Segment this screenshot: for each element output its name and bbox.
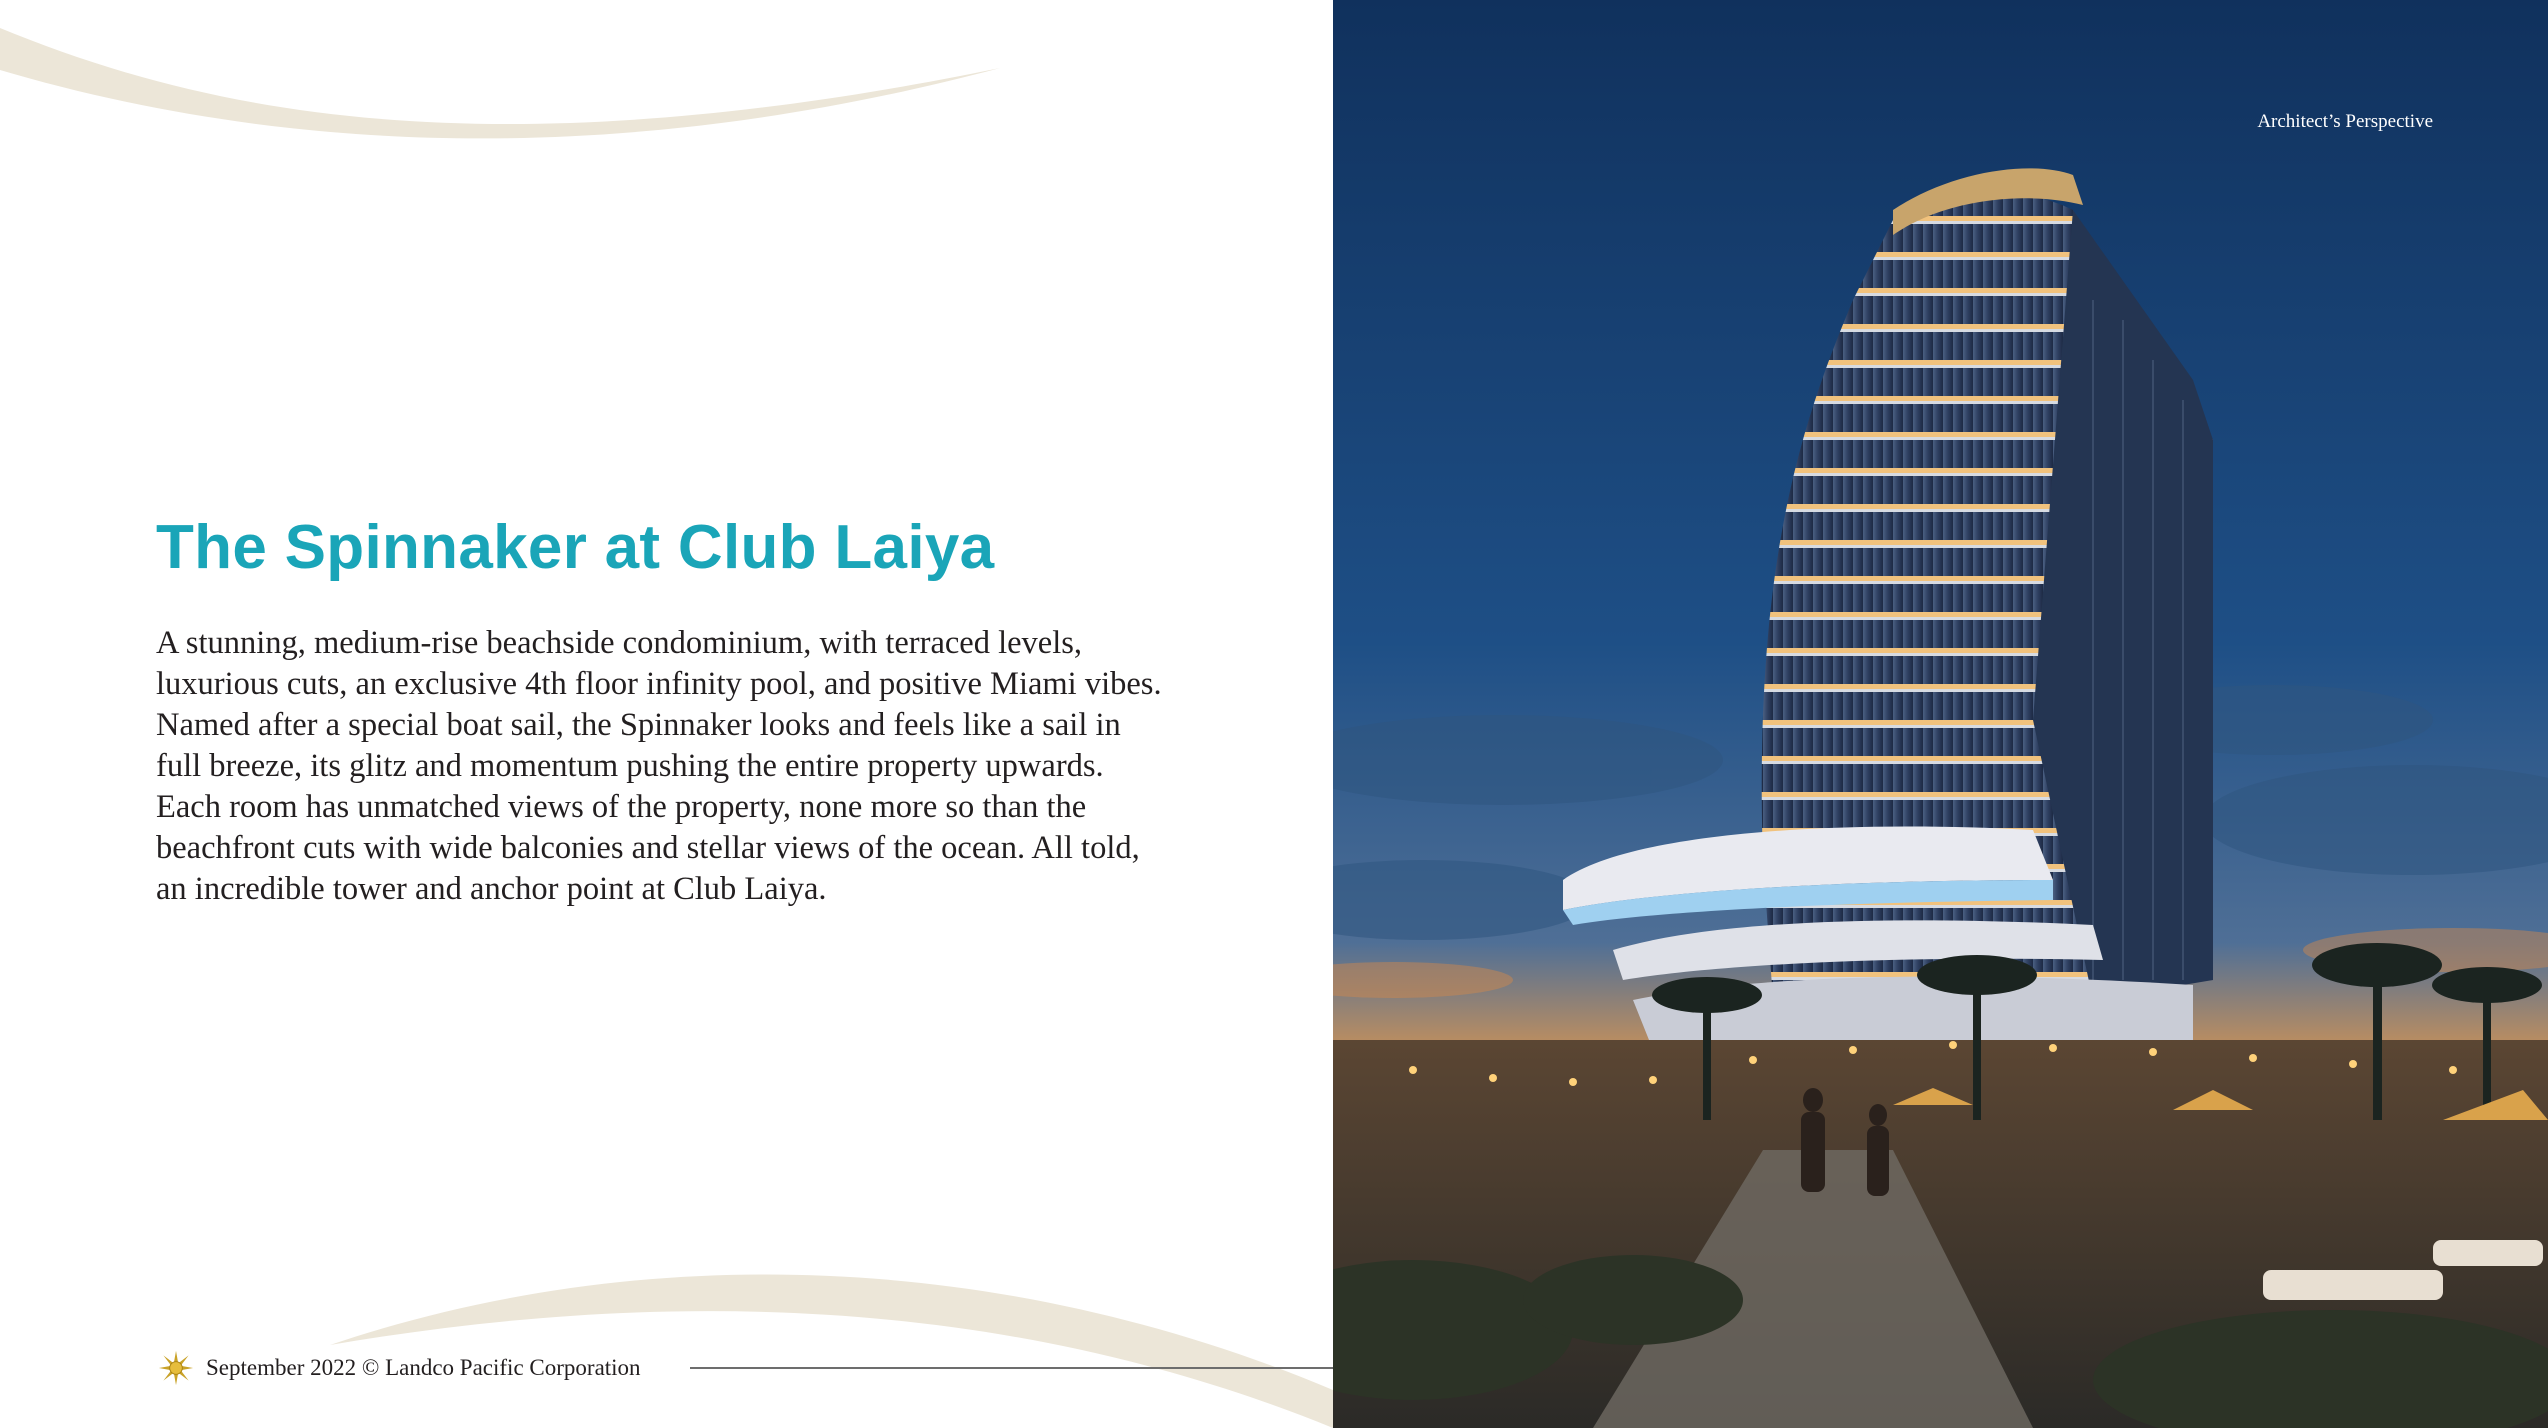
footer bbox=[158, 1348, 641, 1388]
sun-logo-icon bbox=[158, 1350, 194, 1386]
page-title: The Spinnaker at Club Laiya bbox=[156, 513, 995, 582]
image-caption: Architect’s Perspective bbox=[2257, 111, 2433, 132]
footer-divider bbox=[690, 1367, 1333, 1369]
footer-copyright: September 2022 © Landco Pacific Corporation bbox=[206, 1355, 641, 1380]
tower-rendering bbox=[1333, 0, 2548, 1428]
description-paragraph: A stunning, medium-rise beachside condominium, with terraced levels, luxurious cuts, an exclusive 4th floor infinity pool, and positive Miami vibes. Named after a special boat sail, the Spinnaker looks and feels like a sail in full breeze, its glitz and momentum pushing the entire property upwards. Each room has unmatched views of the property, none more so than the beachfront cuts with wide balconies and stellar views of the ocean. All told, an incredible tower and anchor point at Club Laiya. bbox=[156, 625, 1162, 907]
architect-perspective-image bbox=[1333, 0, 2548, 1428]
